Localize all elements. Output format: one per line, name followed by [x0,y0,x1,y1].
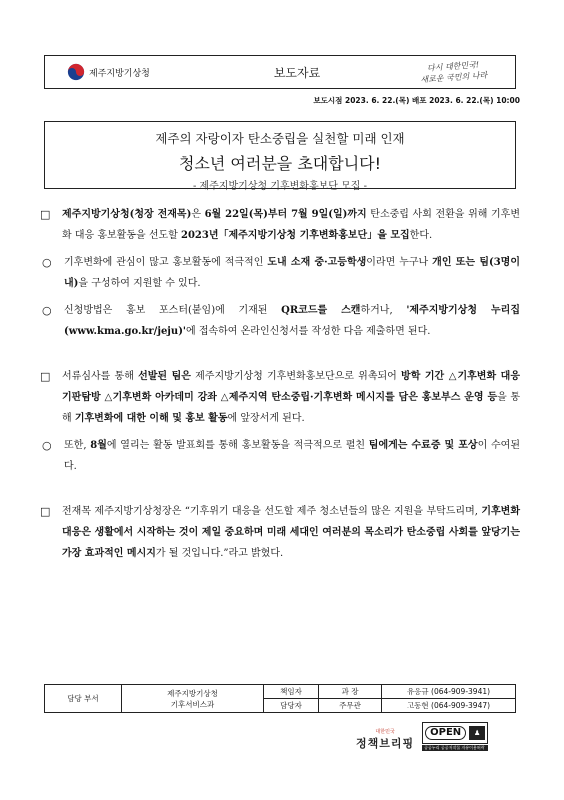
agency-name: 제주지방기상청 [89,68,150,79]
headline-box [44,121,516,192]
contact-title: 과 장 [319,685,382,699]
table-row [45,685,516,699]
headline-main: 청소년 여러분을 초대합니다! [178,154,382,173]
paragraph-1: □ 제주지방기상청(청장 전재목)은 6월 22일(목)부터 7월 9일(일)까지 탄소중립 사회 전환을 위해 기후변화 대응 홍보활동을 선도할 2023년「제주지방기상청 기후변화홍보단」을 모집한다. [40,204,520,246]
person-icon: ♟ [469,726,485,740]
contact-person: 유응규 (064-909-3941) [382,685,516,699]
paragraph-2a: ○ 또한, 8월에 열리는 활동 발표회를 통해 홍보활동을 적극적으로 펼친 팀에게는 수료증 및 포상이 수여된다. [40,435,520,477]
open-license-badge: OPEN ♟ 공공누리 공공저작물 자유이용허락 [422,722,488,751]
footer-logos [356,722,488,751]
release-date: 보도시점 2023. 6. 22.(목) 배포 2023. 6. 22.(목) 10:00 [313,96,520,105]
bold-text: 2023년「제주지방기상청 기후변화홍보단」을 모집 [180,230,410,241]
bold-text: 6월 22일(목)부터 7월 9일(일)까지 [204,209,367,220]
contact-role: 담당자 [264,699,319,713]
agency-logo [67,63,217,81]
contact-title: 주무관 [319,699,382,713]
slogan-line-2: 새로운 국민의 나라 [420,70,488,85]
headline-line-1: 제주의 자랑이자 탄소중립을 실천할 미래 인재 [155,131,405,146]
circle-bullet: ○ [42,439,52,452]
slogan [419,59,487,86]
bold-text: 제주지방기상청(청장 전재목) [62,209,192,220]
slogan-line-1: 다시 대한민국! [426,60,480,73]
paragraph-2: □ 서류심사를 통해 선발된 팀은 제주지방기상청 기후변화홍보단으로 위촉되어 방학 기간 △기후변화 대응 기판탐방 △기후변화 아카데미 강좌 △제주지역 탄소중립·기후변화 메시지를 담은 홍보부스 운영 등을 통해 기후변화에 대한 이해 및 홍보 활동에 앞장서게 된다. [40,366,520,429]
contact-person: 고동현 (064-909-3947) [382,699,516,713]
square-bullet: □ [40,208,51,221]
paragraph-1a: ○ 기후변화에 관심이 많고 홍보활동에 적극적인 도내 소재 중·고등학생이라면 누구나 개인 또는 팀(3명이내)을 구성하여 지원할 수 있다. [40,252,520,294]
taegeuk-icon [67,63,85,81]
contact-role: 책임자 [264,685,319,699]
square-bullet: □ [40,505,51,518]
press-header [44,55,516,89]
contacts-table [44,684,516,713]
circle-bullet: ○ [42,256,52,269]
dept-label: 담당 부서 [45,685,122,713]
press-body [40,204,520,564]
paragraph-1b: ○ 신청방법은 홍보 포스터(붙임)에 기재된 QR코드를 스캔하거나, '제주지방기상청 누리집(www.kma.go.kr/jeju)'에 접속하여 온라인신청서를 작성한 다음 제출하면 된다. [40,300,520,342]
dept-name: 제주지방기상청 기후서비스과 [122,685,264,713]
doc-type: 보도자료 [273,65,321,80]
policy-briefing-logo: 대한민국 정책브리핑 [356,729,415,750]
paragraph-3: □ 전재목 제주지방기상청장은 “기후위기 대응을 선도할 제주 청소년들의 많은 지원을 부탁드리며, 기후변화 대응은 생활에서 시작하는 것이 제일 중요하며 미래 세대인 여러분의 목소리가 탄소중립 사회를 앞당기는 가장 효과적인 메시지가 될 것입니다.”라고 밝혔다. [40,501,520,564]
headline-sub: - 제주지방기상청 기후변화홍보단 모집 - [192,181,368,192]
square-bullet: □ [40,370,51,383]
circle-bullet: ○ [42,304,52,317]
